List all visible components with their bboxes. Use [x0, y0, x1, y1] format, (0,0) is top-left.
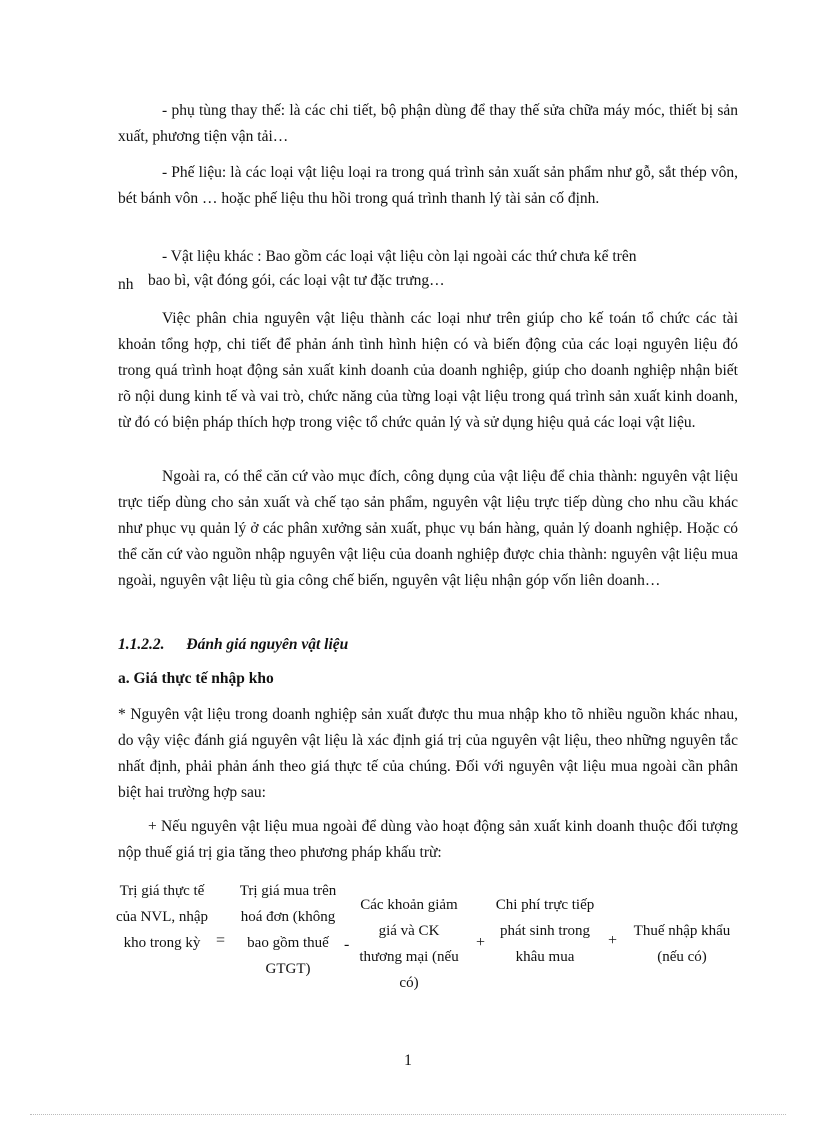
formula-term-invoice-price: Trị giá mua trên hoá đơn (không bao gồm thuế GTGT) — [239, 883, 337, 977]
section-number: 1.1.2.2. — [118, 636, 165, 653]
formula-term-discounts: Các khoản giảm giá và CK thương mại (nếu có) — [359, 897, 459, 991]
paragraph-classification: Việc phân chia nguyên vật liệu thành các loại như trên giúp cho kế toán tổ chức các tài khoản tổng hợp, chi tiết để phản ánh tình hình hiện có và biến động của các loại nguyên liệu đó trong quá trình hoạt động sản xuất kinh doanh của doanh nghiệp, giúp cho doanh nghiệp nhận biết rõ nội dung kinh tế và vai trò, chức năng của từng loại vật liệu trong quá trình sản xuất kinh doanh, từ đó có biện pháp thích hợp trong việc tổ chức quản lý và sử dụng hiệu quả các loại vật liệu. — [118, 310, 738, 431]
paragraph-purpose: Ngoài ra, có thể căn cứ vào mục đích, công dụng của vật liệu để chia thành: nguyên vật liệu trực tiếp dùng cho sản xuất và chế tạo sản phẩm, nguyên vật liệu trực tiếp dùng cho nhu cầu khác như phục vụ quản lý ở các phân xưởng sản xuất, phục vụ bán hàng, quản lý doanh nghiệp. Hoặc có thể căn cứ vào nguồn nhập nguyên vật liệu của doanh nghiệp được chia thành: nguyên vật liệu mua ngoài, nguyên vật liệu tù gia công chế biến, nguyên vật liệu nhận góp vốn liên doanh… — [118, 468, 738, 589]
paragraph-other-materials-line2: bao bì, vật đóng gói, các loại vật tư đặc trưng… — [148, 272, 445, 289]
formula-operator-minus: - — [344, 936, 350, 953]
subsection-heading: a. Giá thực tế nhập kho — [118, 670, 274, 687]
paragraph-other-materials-prefix: nh — [118, 276, 134, 293]
formula-operator-plus-2: + — [608, 932, 618, 949]
formula-term-direct-costs: Chi phí trực tiếp phát sinh trong khâu mua — [495, 897, 595, 965]
paragraph-case: + Nếu nguyên vật liệu mua ngoài để dùng vào hoạt động sản xuất kinh doanh thuộc đối tượng nộp thuế giá trị gia tăng theo phương pháp khấu trừ: — [118, 818, 738, 861]
formula-term-actual-value: Trị giá thực tế của NVL, nhập kho trong kỳ — [115, 883, 209, 951]
footer-divider — [30, 1114, 786, 1115]
price-formula — [112, 878, 742, 1008]
formula-operator-equals: = — [216, 932, 226, 949]
formula-term-import-tax: Thuế nhập khẩu (nếu có) — [633, 923, 731, 965]
page-number: 1 — [404, 1052, 412, 1069]
formula-operator-plus-1: + — [476, 934, 486, 951]
paragraph-spare-parts: - phụ tùng thay thế: là các chi tiết, bộ phận dùng để thay thế sửa chữa máy móc, thiết bị sản xuất, phương tiện vận tải… — [118, 102, 738, 145]
section-heading — [118, 636, 348, 654]
paragraph-sources: * Nguyên vật liệu trong doanh nghiệp sản xuất được thu mua nhập kho tõ nhiều nguồn khác nhau, do vậy việc đánh giá nguyên vật liệu là xác định giá trị của nguyên vật liệu, theo những nguyên tắc nhất định, phải phản ánh theo giá thực tế của chúng. Đối với nguyên vật liệu mua ngoài cần phân biệt hai trường hợp sau: — [118, 706, 738, 801]
paragraph-other-materials-line1: - Vật liệu khác : Bao gồm các loại vật liệu còn lại ngoài các thứ chưa kể trên — [162, 248, 637, 265]
paragraph-scrap: - Phế liệu: là các loại vật liệu loại ra trong quá trình sản xuất sản phẩm như gỗ, sắt thép vôn, bét bánh vôn … hoặc phế liệu thu hồi trong quá trình thanh lý tài sản cố định. — [118, 164, 738, 207]
section-title: Đánh giá nguyên vật liệu — [186, 636, 349, 653]
